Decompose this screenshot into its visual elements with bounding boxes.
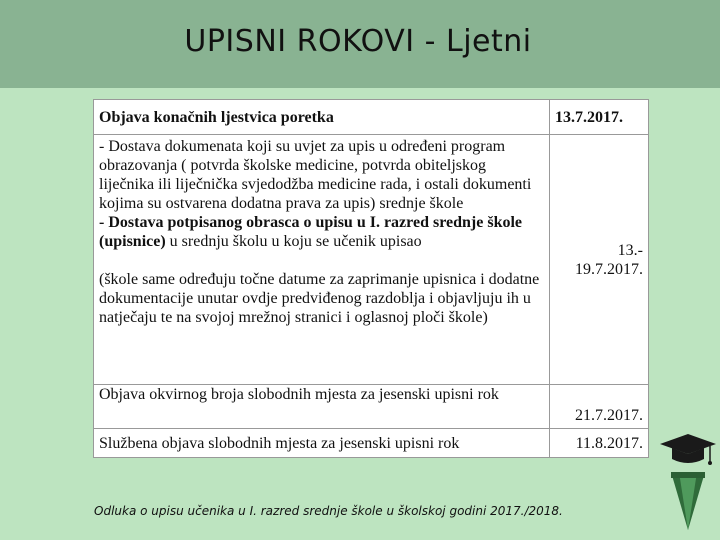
row-1-description: Objava konačnih ljestvica poretka xyxy=(99,108,334,126)
title-bar xyxy=(0,0,720,88)
row-1-date: 13.7.2017. xyxy=(555,108,624,126)
table-cell-date xyxy=(550,135,649,385)
row-2-date-end: 19.7.2017. xyxy=(575,260,643,278)
row-2-description-bold: - Dostava potpisanog obrasca o upisu u I. razred srednje škole (upisnice) xyxy=(99,214,523,250)
table-row xyxy=(94,385,649,429)
graduation-cap-pencil-icon xyxy=(658,432,720,532)
row-2-description-documents: - Dostava dokumenata koji su uvjet za upis u određeni program obrazovanja ( potvrda školske medicine, potvrda obiteljskog liječnika ili liječnička svjedodžba medicine rada, i ostali dokumenti kojima su ostvarena dodatna prava za upis) srednje škole xyxy=(99,138,532,212)
table-cell-date xyxy=(550,429,649,458)
table-cell-description xyxy=(94,429,550,458)
row-2-description-school: u srednju školu u koju se učenik upisao xyxy=(165,233,422,250)
row-2-date-start: 13.- xyxy=(617,241,643,259)
row-3-description: Objava okvirnog broja slobodnih mjesta za jesenski upisni rok xyxy=(99,386,499,403)
table-row xyxy=(94,429,649,458)
table-cell-date xyxy=(550,385,649,429)
row-2-description-note: (škole same određuju točne datume za zaprimanje upisnica i dodatne dokumentacije unutar ovdje predviđenog razdoblja i objavljuju ih u natječaju te na svojoj mrežnoj stranici i oglasnoj ploči škole) xyxy=(99,271,540,326)
page-title: UPISNI ROKOVI - Ljetni xyxy=(184,24,532,59)
table-row xyxy=(94,100,649,135)
row-3-date: 21.7.2017. xyxy=(575,407,643,424)
table-cell-description xyxy=(94,135,550,385)
schedule-table xyxy=(93,99,649,458)
row-4-date: 11.8.2017. xyxy=(575,434,643,452)
table-row xyxy=(94,135,649,385)
source-footnote: Odluka o upisu učenika u I. razred srednje škole u školskoj godini 2017./2018. xyxy=(94,504,563,518)
table-cell-description xyxy=(94,100,550,135)
row-4-description: Službena objava slobodnih mjesta za jesenski upisni rok xyxy=(99,434,460,452)
schedule-document xyxy=(93,99,649,457)
table-cell-description xyxy=(94,385,550,429)
table-cell-date xyxy=(550,100,649,135)
